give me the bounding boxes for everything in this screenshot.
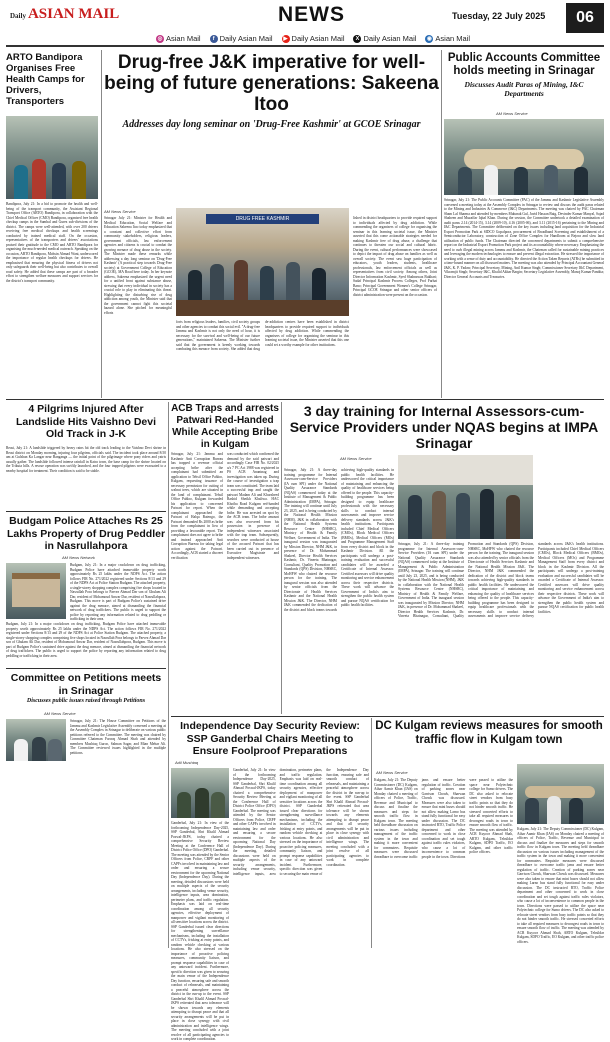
article-body: Budgam, July 21: In a major crackdown on drug trafficking, Budgam Police have attached immovable property worth approximately Rs 25 lakhs under the NDPS Act. The action follows FIR No. 271/2022 registered under Sections 8/13 and 29 of the NDPS Act at Police Station Budgam. The attached property, a single-storey shopping complex comprising five shops located in Nasrullah Pora belongs to Parvez Ahmad Dar son of Ghulam Ali Dar, resident of Mohamoud Anwar Dar, resident of Nasrullahpora, Budgam. This move is part of Budgam Police's sustained drive against the drug menace, aimed at dismantling the financial network of drug traffickers. The public is urged to support the police by reporting any information related to drug peddling or trafficking in their area. [6, 622, 166, 658]
article-body-col1: Srinagar, July 21: A three-day training programme for Internal Assessors-cum-Service Providers (IA cum SPI) under the National Quality Assurance Standards (NQAS) commenced today at the Institute of Management & Public Administration (IMPA), Srinagar. The training will continue until July 23, 2025, and is being conducted by the National Health Mission (NHM), J&K in collaboration with the National Health Systems Resource Centre (NHSRC), Ministry of Health & Family Welfare, Government of India. The inaugural session was inaugurated by Mission Director, NHM J&K, in presence of Dr. Mohammad Shakeel, Director Health Services Kashmir, Dr. Vineeta Bhatnagar, Consultant, Quality Promotion and Standards (QPS) Division, NHSRC, MoHFW who chaired the resource person for the training. The inaugural session was also attended by senior officials from the Directorate of Health Services Kashmir and the National Health Mission J&K. The Director, NHM J&K commended the dedication of the district and block teams towards achieving high-quality standards in public health facilities. He underscored the critical importance of maintaining and enhancing the quality of healthcare services being offered to the people. This capacity-building programme has been designed to equip healthcare professionals with the necessary skills to conduct internal assessments and improve service delivery standards across J&K's health institutions. Participants included Chief Medical Officers (CMOs), Block Medical Officers (BMOs), Medical Officers (MOs) and Programme Management Staff from every district and block in the Kashmir Division. All the participants will undergo a post-training evaluation and successful candidates will be awarded a Certificate of Internal Assessor. Certified assessors will drive quality monitoring and service enhancement across their respective districts. These work will advance the Government of India's aim to strengthen the public health system and pursue NQAS certification for public health facilities. [284, 468, 394, 612]
article-headline: Independence Day Security Review: SSP Ganderbal Chairs Meeting to Ensure Foolproof Preparations [180, 720, 360, 757]
logo-prefix: Daily [10, 12, 26, 20]
social-instagram[interactable] [156, 34, 201, 43]
article-byline: AM News Network [62, 555, 95, 560]
facebook-icon: f [210, 35, 218, 43]
article-body-col3: lished in district headquarters to provide required support to individuals affected by drug addiction. While commending the organisers of college for organising the seminar in this learning societal issue, the Minister asserted that this come actionable strategies needed for making Kashmir free of drug abuse, a challenge that continues to threaten our social and cultural fabric. During the event, cultural performances were showcased to depict the impact of drug abuse on families as well as overall society. The event saw huge participation of educators, youth leaders, students, healthcare professionals, law enforcement officials as well as representatives from civil society. Among others, Joint Director Information Kashmir, Syed Shahnawaz Bukhari; Sadaf Principal Kashmir Process Colleges, Prof Farhat Bano; Principal Government Women's College Srinagar, Principal GCOE Srinagar and other senior officers of district administration were present on the occasion. [353, 216, 437, 297]
article-byline: AM News Service [376, 770, 408, 775]
section-divider [6, 399, 604, 400]
article-ssp[interactable] [171, 720, 369, 758]
article-body-col1: Srinagar July 21: Minister for Health and Medical Education, Social Welfare and Education Sakeena Itoo today emphasized that a constant and collective effort from community stakeholders, religious leaders, government officials, law enforcement agencies and citizens is crucial to combat the growing menace of drug abuse in the society. The Minister made these remarks while addressing a day long seminar on 'Drug-Free Kashmir' (A practical step towards Drug-Free society) at Government College of Education (GCOE), MA Road here today. In her keynote address, Sakeena emphasized the urgent need for a unified front against substance abuse, stressing that every individual in society has a crucial role to play in eliminating this threat. Highlighting the disturbing rise of drug addiction among youth, the Minister said that the government cannot fight this societal hazard alone. She pitched for meaningful efforts [104, 216, 172, 315]
column-divider [101, 50, 102, 398]
section-divider [171, 716, 604, 717]
article-pilgrims[interactable] [6, 403, 166, 441]
article-body: Srinagar, July 21: The House Committee on Petitions of the Jammu and Kashmir Legislative Assembly convened a meeting at the Assembly Complex in Srinagar to deliberate on various public petitions referred to the Committee. The meeting was chaired by Committee Chairman Farooq Ahmad Shah and attended by members Mushtaq Guroo, Salman Sagar, and Mian Mehar Ali. The Committee reviewed issues highlighted in the multiple petitions. [70, 719, 166, 755]
article-body-col2: Kulgam, July 21: The Deputy Commissioner (DC) Kulgam, Athar Aamir Khan (IAS) on Monday chaired a meeting of officers of Police, Traffic, Revenue and Municipal to discuss and finalize the measures and steps for smooth traffic flow in Kulgam town. The meeting held threadbare discussion on various issues including management of the traffic system in the town and making it more convenient for commuters. Requisite measures were discussed threadbare to overcome traffic jams and ensure better regulation of traffic. Creation of parking zones near Garrison Chowk, Sharwan Chowk was discussed. Measures were also taken to ensure that mini buses should not allow making Larno bus stand fully functional for easy under discussion. The DC instructed RTO, Traffic Police department and other concerned to work in close coordination and set tough against traffic rules violators, who cause a lot of inconvenience to common people in the town. Directions were passed to utilize the space near Polytechnic college for Sumo drivers. The DC also asked to relocate street vendors from busy traffic points so that they do not hinder smooth traffic. He stressed concerted efforts to take all required measures to decongest roads in town to ensure smooth flow of traffic. The meeting was attended by ACR Kuyoor Ahmad Shah, ARTO Kulgam, Tehsildar Kulgam, SDPO Traffic, EO Kulgam, and other traffic police officers. [517, 827, 604, 944]
article-headline: Committee on Petitions meets in Srinagar [10, 672, 162, 697]
article-headline: 3 day training for Internal Assessors-cum-Service Providers under NQAS begins at IMPA Srinagar [289, 403, 599, 451]
section-divider [6, 511, 166, 512]
article-body-intro: Budgam, July 21: In a major crackdown on drug trafficking, Budgam Police have attached immovable property worth approximately Rs 25 lakhs under the NDPS Act. The action follows FIR No. 271/2022 registered under Sections 8/13 and 29 of the NDPS Act at Police Station Budgam. The attached property, a single-storey shopping complex comprising five shops located in Nasrullah Pora belongs to Parvez Ahmad Dar son of Ghulam Ali Dar, resident of Mohamoud Anwar Dar, resident of Nasrullahpora, Budgam. This move is part of Budgam Police's sustained drive against the drug menace, aimed at dismantling the financial network of drug traffickers. The public is urged to support the police by reporting any information related to drug peddling or trafficking in their area. [70, 563, 167, 621]
article-body-col2: was conducted which confirmed the demand by the said patwari and accordingly Case FIR No. 02/2025 u/s 7 PC Act 1988 was registered in PS ACB Anantnag and investigation was taken up. During the course of investigation a trap team was constituted. The team laid a successful trap and caught the patwari Madam Ali and Khursheed Rashid Sheikh Khaliwa. HAC Khoiba Road Kulgam red-handed while demanding and accepting bribe. He was arrested on spot by the ACB team. The bribe amount was also recovered from his possession in presence of independent witnesses associated with the trap team. Subsequently, searches were conducted at house of the accused Patwari that has been carried out in presence of Executive Magistrate and independent witnesses. [227, 452, 279, 560]
social-label: Daily Asian Mail [363, 34, 417, 43]
article-headline: Budgam Police Attaches Rs 25 Lakhs Property of Drug Peddler in Nasrullahpora [6, 515, 166, 552]
article-body-col1: Ganderbal, July 21: In view of the forthcoming Independence Day-2025, SSP Ganderbal, Shri Khalil Ahmad Poswal-JKPS, today chaired a comprehensive Security Review Meeting at the Conference Hall of District Police Office (DPO) Ganderbal. The meeting was attended by the Senior Officers from Police, CRPF and other CAPFs involved in maintaining law and order and ensuring a secure environment for the upcoming National Day (Independence Day). During the meeting, detailed discussions were held on multiple aspects of the security arrangements, including venue security, intelligence inputs, area domination, perimeter plans, and traffic regulation. Emphasis was laid on real-time coordination among all security agencies, effective deployment of manpower and vigilant monitoring of all sensitive locations across the district. SSP Ganderbal issued clear directions for strengthening surveillance mechanisms, including the installation of CCTVs, frisking at entry points, and random vehicle checking at various locations. He also stressed on the importance of proactive policing measures, community liaison, and prompt response capabilities in case of any untoward incident. Furthermore, specific direction was given to securing the main venue of the Independence Day function, ensuring safe and smooth conduct of rehearsals, and maintaining a peaceful atmosphere across the district in the run-up to the event. SSP Ganderbal Shri Khalil Ahmad Poswal-JKPS reiterated that area tolerance will be shown towards any elements attempting to disrupt peace and that all security arrangements will be put in place in close synergy with civil administration and intelligence wings. The meeting concluded with a joint resolve of all participating agencies to work in complete coordination. [233, 768, 369, 876]
article-photo [6, 719, 66, 761]
article-body: Bandipora, July 21: In a bid to promote the health and well-being of the transport community, the Assistant Regional Transport Office (ARTO) Bandipora, in collaboration with the Chief Medical Officer (CMO) Bandipora, organised free health checkup camps in the Sumbal and Gurez sub-divisions of the district. The camps were well-attended, with over 200 drivers receiving free medical checkups and health screenings conducted by trained medical staff. On the occasion, representatives of the transporters and drivers' associations praised their gratitude to the CMO and ARTO Bandipora for organising the much-needed medical outreach. Speaking on the occasion, ARTO Bandipora, Mohsin Ahmad Wani, underscored the importance of regular health checkups for drivers. He emphasised that ensuring the physical fitness of drivers not only safeguards their well-being but also contributes to overall road safety. He added that these camps are part of a broader effort to strengthen welfare measures and support services for the district's transport community. [6, 202, 98, 283]
newspaper-logo[interactable] [10, 6, 119, 23]
article-body-col2: Ganderbal, July 21: In view of the forthcoming Independence Day-2025, SSP Ganderbal, Shri Khalil Ahmad Poswal-JKPS, today chaired a comprehensive Security Review Meeting at the Conference Hall of District Police Office (DPO) Ganderbal. The meeting was attended by the Senior Officers from Police, CRPF and other CAPFs involved in maintaining law and order and ensuring a secure environment for the upcoming National Day (Independence Day). During the meeting, detailed discussions were held on multiple aspects of the security arrangements, including venue security, intelligence inputs, area domination, perimeter plans, and traffic regulation. Emphasis was laid on real-time coordination among all security agencies, effective deployment of manpower and vigilant monitoring of all sensitive locations across the district. SSP Ganderbal issued clear directions for strengthening surveillance mechanisms, including the installation of CCTVs, frisking at entry points, and random vehicle checking at various locations. He also stressed on the importance of proactive policing measures, community liaison, and prompt response capabilities in case of any untoward incident. Furthermore, specific direction was given to securing the main venue of the Independence Day function, ensuring safe and smooth conduct of rehearsals, and maintaining a peaceful atmosphere across the district in the run-up to the event. SSP Ganderbal Shri Khalil Ahmad Poswal-JKPS reiterated that area tolerance will be shown towards any elements attempting to disrupt peace and that all security arrangements will be put in place in close synergy with civil administration and intelligence wings. The meeting concluded with a joint resolve of all participating agencies to work in complete coordination. [171, 821, 229, 1041]
article-body-col1: Kulgam, July 21: The Deputy Commissioner (DC) Kulgam, Athar Aamir Khan (IAS) on Monday chaired a meeting of officers of Police, Traffic, Revenue and Municipal to discuss and finalize the measures and steps for smooth traffic flow in Kulgam town. The meeting held threadbare discussion on various issues including management of the traffic system in the town and making it more convenient for commuters. Requisite measures were discussed threadbare to overcome traffic jams and ensure better regulation of traffic. Creation of parking zones near Garrison Chowk, Sharwan Chowk was discussed. Measures were also taken to ensure that mini buses should not allow making Larno bus stand fully functional for easy under discussion. The DC instructed RTO, Traffic Police department and other concerned to work in close coordination and set tough against traffic rules violators, who cause a lot of inconvenience to common people in the town. Directions were passed to utilize the space near Polytechnic college for Sumo drivers. The DC also asked to relocate street vendors from busy traffic points so that they do not hinder smooth traffic. He stressed concerted efforts to take all required measures to decongest roads in town to ensure smooth flow of traffic. The meeting was attended by ACR Kuyoor Ahmad Shah, ARTO Kulgam, Tehsildar Kulgam, SDPO Traffic, EO Kulgam, and other traffic police officers. [374, 778, 513, 859]
article-acb[interactable] [171, 403, 279, 451]
article-dc[interactable] [374, 720, 604, 747]
section-divider [6, 668, 166, 669]
article-byline: AM News Service [496, 111, 528, 116]
article-photo [517, 764, 604, 824]
article-impa[interactable] [284, 403, 604, 451]
masthead [0, 0, 610, 46]
article-body: Reasi, July 21: A landslide triggered by heavy rains hit the old track leading to the Vaishno Devi shrine in Reasi district on Monday morning, injuring four pilgrims, officials said. The incident took place around 8:50 am at Gulshan Ka Langar near Banganga — the initial point of the pilgrimage where pony riders and yatris usually gather. The landslide followed intense rainfall in Katra town, the base camp for the shrine located on the Trikuta hills. A rescue operation was swiftly launched, and the four trapped pilgrims were evacuated to a nearby hospital for treatment. Their condition is said to be stable. [6, 446, 166, 473]
article-headline: Drug-free J&K imperative for well-being of future generations: Sakeena Itoo [104, 52, 439, 115]
article-budgam[interactable] [6, 515, 166, 553]
column-divider [441, 50, 442, 398]
article-arto[interactable] [6, 52, 98, 107]
article-subhead: Addresses day long seminar on 'Drug-Free Kashmir' at GCOE Srinagar [122, 119, 421, 130]
logo-text: ASIAN MAIL [27, 6, 120, 22]
social-label: Asian Mail [435, 34, 471, 43]
lead-photo [176, 208, 349, 316]
article-byline: Adil Mushtaq [175, 760, 199, 765]
social-youtube[interactable] [282, 34, 345, 43]
column-divider [281, 402, 282, 714]
youtube-icon: ▶ [283, 35, 288, 42]
masthead-divider [6, 45, 604, 47]
article-lead[interactable] [104, 52, 439, 131]
social-facebook[interactable] [210, 34, 273, 43]
article-byline: AM News Service [104, 209, 136, 214]
social-label: Daily Asian Mail [219, 34, 273, 43]
social-label: Asian Mail [166, 34, 201, 43]
social-label: Daily Asian Mail [291, 34, 345, 43]
x-icon: X [353, 35, 361, 43]
article-body-col2: forts from religious leaders, families, civil society groups and other agencies to combat this social evil. "A drug-free Jammu and Kashmir is not only the need of hour, it is necessary for the survival and well-being of our future generations," maintained Sakeena. The Minister further said that the government is keenly working towards combating this menace from society. She added that drug de-addiction centres have been established in district headquarters to provide required support to individuals affected by drug addiction. While commending the organisers of college for organising the seminar in this learning societal issue, the Minister asserted that this one could set a worthy example for other institutions. [176, 320, 349, 351]
article-byline: AM News Service [340, 456, 372, 461]
article-subhead: Discusses Audit Paras of Mining, I&C Departments [464, 80, 584, 98]
article-petitions[interactable] [6, 672, 166, 705]
article-headline: ACB Traps and arrests Patwari Red-Handed While Accepting Bribe in Kulgam [171, 403, 279, 450]
article-body-col1: Srinagar, July 21: Jammu and Kashmir Anti Corruption Bureau has trapped a revenue official accepting bribe after the complainant had submitted an application to Tehsil Office Pahloo, Kulgam, requesting issuance of necessary permission for cutting of walnut trees, which are situated in the land of complainant. Tehsil Office Pahloo, Kulgam forwarded his application to concerned Patwari for report. When the complainant approached the Patwari of Halqa Batengo, the Patwari demanded Rs 2000 as bribe from the complainant in lieu of providing a favourable report. The complainant does not agree to bribe and instead approached Anti Corruption Bureau for taking legal action against the Patwari. Accordingly, ACB started a discreet verification [171, 452, 223, 560]
web-icon: ◉ [427, 35, 432, 42]
page-number: 06 [566, 3, 604, 33]
photo-banner: DRUG FREE KASHMIR [206, 214, 319, 224]
article-photo [171, 768, 229, 818]
section-title: NEWS [278, 3, 345, 26]
article-headline: Public Accounts Committee holds meeting in Srinagar [447, 52, 601, 77]
social-links [156, 34, 470, 43]
article-photo [6, 563, 66, 619]
article-pac[interactable] [444, 52, 604, 98]
column-divider [371, 718, 372, 948]
article-headline: 4 Pilgrims Injured After Landslide Hits Vaishno Devi Old Track in J-K [15, 403, 157, 440]
article-photo [6, 116, 98, 199]
column-divider [168, 402, 169, 948]
instagram-icon: ◎ [157, 35, 163, 42]
social-web[interactable] [425, 34, 470, 43]
article-photo [398, 455, 533, 539]
article-subhead: Discusses public issues raised through Petitions [26, 698, 146, 704]
article-photo [444, 119, 604, 195]
social-x[interactable] [353, 34, 416, 43]
article-headline: ARTO Bandipora Organises Free Health Camps for Drivers, Transporters [6, 52, 85, 107]
article-body-col2: Srinagar, July 21: A three-day training programme for Internal Assessors-cum-Service Providers (IA cum SPI) under the National Quality Assurance Standards (NQAS) commenced today at the Institute of Management & Public Administration (IMPA), Srinagar. The training will continue until July 23, 2025, and is being conducted by the National Health Mission (NHM), J&K in collaboration with the National Health Systems Resource Centre (NHSRC), Ministry of Health & Family Welfare, Government of India. The inaugural session was inaugurated by Mission Director, NHM J&K, in presence of Dr. Mohammad Shakeel, Director Health Services Kashmir, Dr. Vineeta Bhatnagar, Consultant, Quality Promotion and Standards (QPS) Division, NHSRC, MoHFW who chaired the resource person for the training. The inaugural session was also attended by senior officials from the Directorate of Health Services Kashmir and the National Health Mission J&K. The Director, NHM J&K commended the dedication of the district and block teams towards achieving high-quality standards in public health facilities. He underscored the critical importance of maintaining and enhancing the quality of healthcare services being offered to the people. This capacity-building programme has been designed to equip healthcare professionals with the necessary skills to conduct internal assessments and improve service delivery standards across J&K's health institutions. Participants included Chief Medical Officers (CMOs), Block Medical Officers (BMOs), Medical Officers (MOs) and Programme Management Staff from every district and block in the Kashmir Division. All the participants will undergo a post-training evaluation and successful candidates will be awarded a Certificate of Internal Assessor. Certified assessors will drive quality monitoring and service enhancement across their respective districts. These work will advance the Government of India's aim to strengthen the public health system and pursue NQAS certification for public health facilities. [398, 542, 604, 618]
article-headline: DC Kulgam reviews measures for smooth traffic flow in Kulgam town [375, 720, 603, 746]
issue-date: Tuesday, 22 July 2025 [452, 11, 546, 21]
article-byline: AM News Service [44, 711, 76, 716]
article-body: Srinagar, July 21: The Public Accounts Committee (PAC) of the Jammu and Kashmir Legislative Assembly convened a meeting today at the Assembly Complex in Srinagar to review and discuss the audit paras related to the Mining and Industries & Commerce (I&C) Departments. The meeting was chaired by PAC Chairman Sham Lal Sharma and attended by members Mubarak Gul, Javid Hassan Baig, Devinder Kumar Manyal, Sajad Shaheen and Muzaffar Iqbal Khan. During the session, the Committee undertook a detailed examination of audit paras 2.14 (2014-15), 3.14 (2009-10), 4.16 (2005-06), and 3.11 (2015-16) pertaining to the Mining and I&C Departments. The Committee deliberated on the key issues including land acquisition for the Industrial Export Promotion Park at SIDCO Gopalpora, procurement of Broadband Screening and establishment of a Semiconductor Laboratory, construction of Zone Office Complex for Handloom at Bejora and slow land utilization of public funds. The Chairman directed the concerned departments to submit a comprehensive report on the Industrial Export Promotion Park project and its accountability where necessary. Emphasizing the need to curb illegal mining across Jammu and Kashmir, the Chairman called for sustainable mining practices and leveraging the modern technologies to ensure and prevent illegal extraction. He stressed the importance of working with a sense of duty and accountability. He directed the Action Taken Reports (ATRs) be submitted in a time-bound manner on all discussed matters. The meeting was also attended by Principal Accountant General J&K, K. P. Yadaw; Principal Secretary, Mining, Anil Kumar Singh; Commissioner Secretary I&C Department, Vikramjit Singh; Secretary I&C, Khalid Akbar Bargin; Secretary Legislative Assembly, Manoj Kumar Pandita; Director General Accounts and Treasuries. [444, 198, 604, 279]
